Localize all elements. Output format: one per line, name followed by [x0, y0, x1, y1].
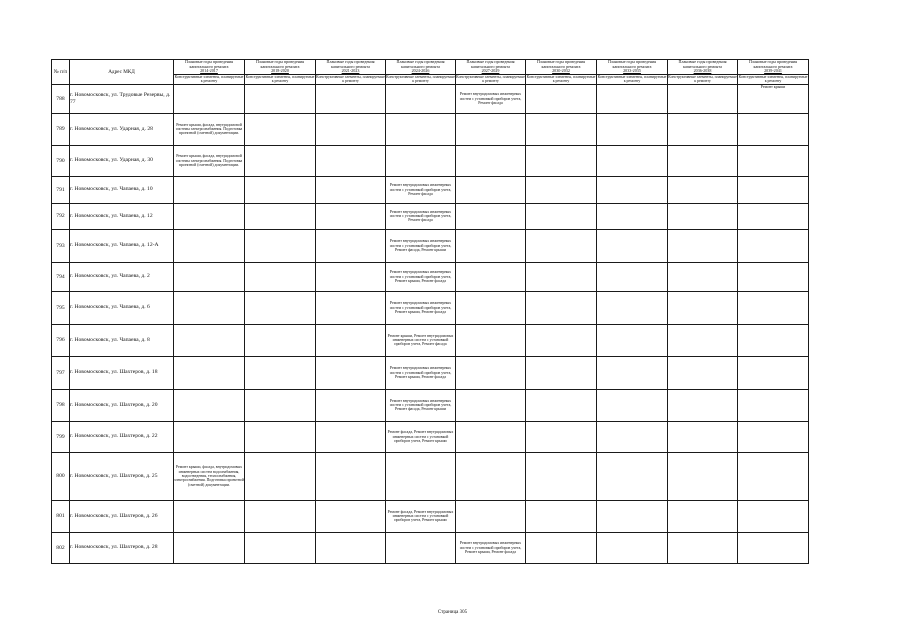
- planned-works-cell: [456, 203, 526, 229]
- row-number: 788: [52, 84, 70, 113]
- row-address: г. Новомосковск, ул. Чапаева, д. 2: [70, 262, 174, 291]
- planned-works-cell: [668, 229, 738, 262]
- row-address: г. Новомосковск, ул. Шахтеров, д. 28: [70, 532, 174, 563]
- planned-works-cell: [668, 356, 738, 389]
- header-period-years: 2024-2026: [411, 68, 430, 74]
- planned-works-cell: [174, 84, 245, 113]
- planned-works-cell: [597, 145, 668, 176]
- planned-works-cell: [316, 176, 386, 203]
- planned-works-cell: [668, 145, 738, 176]
- planned-works-cell: [668, 421, 738, 452]
- planned-works-cell: [245, 145, 316, 176]
- header-period-years: 2014-2017: [200, 68, 218, 74]
- row-address: г. Новомосковск, ул. Чапаева, д. 8: [70, 324, 174, 356]
- planned-works-cell: [316, 356, 386, 389]
- planned-works-cell: [316, 84, 386, 113]
- table-row: [52, 452, 809, 500]
- header-period-years: 2021-2023: [341, 68, 360, 74]
- planned-works-cell: [245, 389, 316, 421]
- table-row: [52, 176, 809, 203]
- planned-works-cell: [316, 145, 386, 176]
- header-subheader: Конструктивные элементы, планируемые к ремонту: [668, 74, 737, 84]
- planned-works-cell: [526, 113, 597, 145]
- planned-works-cell: [456, 324, 526, 356]
- planned-works-cell: [668, 84, 738, 113]
- planned-works-cell: [668, 262, 738, 291]
- planned-works-cell: [526, 229, 597, 262]
- planned-works-cell: Ремонт внутридомовых инженерных систем с установкой приборов учета, Ремонт крыши, Ремонт фасада: [456, 532, 526, 563]
- planned-works-cell: [245, 291, 316, 324]
- planned-works-cell: [668, 532, 738, 563]
- planned-works-cell: [456, 421, 526, 452]
- planned-works-cell: [597, 532, 668, 563]
- row-number: 798: [52, 389, 70, 421]
- header-period-label: Плановые годы проведения капитального ремонта: [466, 59, 515, 69]
- planned-works-cell: [316, 500, 386, 532]
- table-row: [52, 291, 809, 324]
- header-period-label: Плановые годы проведения капитального ремонта: [326, 59, 375, 69]
- planned-works-cell: [456, 229, 526, 262]
- planned-works-cell: [738, 356, 809, 389]
- planned-works-cell: [597, 291, 668, 324]
- planned-works-cell: [245, 356, 316, 389]
- planned-works-cell: [526, 176, 597, 203]
- header-subheader: Конструктивные элементы, планируемые к ремонту: [456, 74, 525, 84]
- planned-works-cell: [245, 203, 316, 229]
- planned-works-cell: [597, 176, 668, 203]
- table-row: [52, 113, 809, 145]
- planned-works-cell: [668, 324, 738, 356]
- planned-works-cell: [526, 262, 597, 291]
- header-period-label: Плановые годы проведения капитального ремонта: [748, 59, 798, 69]
- planned-works-cell: [316, 389, 386, 421]
- row-number: 802: [52, 532, 70, 563]
- planned-works-cell: [526, 532, 597, 563]
- planned-works-cell: [738, 421, 809, 452]
- row-address: г. Новомосковск, ул. Шахтеров, д. 26: [70, 500, 174, 532]
- planned-works-cell: [597, 262, 668, 291]
- header-period-label: Плановые годы проведения капитального ремонта: [536, 59, 586, 69]
- planned-works-cell: [597, 229, 668, 262]
- planned-works-cell: [456, 113, 526, 145]
- planned-works-cell: Ремонт внутридомовых инженерных систем с установкой приборов учета, Ремонт фасада, Ремонт крыши: [386, 389, 456, 421]
- header-period-years: 2036-2038: [693, 68, 712, 74]
- header-period-years: 2027-2029: [481, 68, 500, 74]
- header-subheader: Конструктивные элементы, планируемые к ремонту: [386, 74, 455, 84]
- header-period-label: Плановые годы проведения капитального ремонта: [607, 59, 657, 69]
- table-row: [52, 421, 809, 452]
- planned-works-cell: [738, 145, 809, 176]
- table-row: [52, 500, 809, 532]
- header-period-label: Плановые годы проведения капитального ремонта: [255, 59, 305, 69]
- planned-works-cell: [174, 389, 245, 421]
- header-subheader: Конструктивные элементы, планируемые к ремонту: [245, 74, 315, 84]
- planned-works-cell: [245, 229, 316, 262]
- planned-works-cell: Ремонт фасада, Ремонт внутридомовых инженерных систем с установкой приборов учета, Ремонт крыши: [386, 421, 456, 452]
- planned-works-cell: [386, 113, 456, 145]
- header-period-years: 2033-2035: [623, 68, 641, 74]
- planned-works-cell: [386, 532, 456, 563]
- planned-works-cell: [174, 262, 245, 291]
- row-number: 789: [52, 113, 70, 145]
- row-address: г. Новомосковск, ул. Ударная, д. 28: [70, 113, 174, 145]
- planned-works-cell: Ремонт крыши, фасада, внутридомовых инженерных систем водоснабжения, водоотведения, теплоснабжения, электроснабжения. Подготовка проектной (сметной) документации.: [174, 452, 245, 500]
- planned-works-cell: [456, 145, 526, 176]
- planned-works-cell: [738, 113, 809, 145]
- header-period-label: Плановые годы проведения капитального ремонта: [678, 59, 727, 69]
- planned-works-cell: [245, 452, 316, 500]
- planned-works-cell: [668, 291, 738, 324]
- planned-works-cell: [456, 262, 526, 291]
- header-period: [245, 60, 316, 75]
- row-number: 793: [52, 229, 70, 262]
- planned-works-cell: [174, 203, 245, 229]
- planned-works-cell: [668, 176, 738, 203]
- planned-works-cell: [738, 532, 809, 563]
- planned-works-cell: [174, 176, 245, 203]
- planned-works-cell: [526, 452, 597, 500]
- table-row: [52, 532, 809, 563]
- row-address: г. Новомосковск, ул. Шахтеров, д. 18: [70, 356, 174, 389]
- row-number: 800: [52, 452, 70, 500]
- header-address: Адрес МКД: [70, 60, 174, 85]
- planned-works-cell: [386, 145, 456, 176]
- table-row: [52, 356, 809, 389]
- planned-works-cell: [738, 203, 809, 229]
- table-row: [52, 262, 809, 291]
- planned-works-cell: Ремонт крыши, фасада, внутридомовой системы электроснабжения. Подготовка проектной (сметной) документации.: [174, 113, 245, 145]
- table-row: [52, 145, 809, 176]
- row-number: 796: [52, 324, 70, 356]
- planned-works-cell: [174, 291, 245, 324]
- header-period: [597, 60, 668, 75]
- planned-works-cell: [738, 500, 809, 532]
- planned-works-cell: [245, 532, 316, 563]
- planned-works-cell: [456, 356, 526, 389]
- header-period: [526, 60, 597, 75]
- planned-works-cell: [526, 324, 597, 356]
- planned-works-cell: [526, 389, 597, 421]
- planned-works-cell: [174, 356, 245, 389]
- planned-works-cell: [597, 356, 668, 389]
- planned-works-cell: Ремонт внутридомовых инженерных систем с установкой приборов учета, Ремонт крыши, Ремонт фасада: [386, 291, 456, 324]
- header-period: [386, 60, 456, 75]
- planned-works-cell: [597, 113, 668, 145]
- planned-works-cell: [738, 229, 809, 262]
- planned-works-cell: Ремонт внутридомовых инженерных систем с установкой приборов учета, Ремонт крыши, Ремонт фасада: [386, 262, 456, 291]
- planned-works-cell: [526, 84, 597, 113]
- planned-works-cell: [386, 84, 456, 113]
- planned-works-cell: [245, 500, 316, 532]
- planned-works-cell: [597, 84, 668, 113]
- repair-schedule-table: [51, 59, 809, 564]
- row-number: 801: [52, 500, 70, 532]
- header-period-label: Плановые годы проведения капитального ремонта: [184, 59, 234, 69]
- header-period: [738, 60, 809, 75]
- header-subheader: Конструктивные элементы, планируемые к ремонту: [174, 74, 244, 84]
- planned-works-cell: Ремонт крыши, Ремонт внутридомовых инженерных систем с установкой приборов учета, Ремонт фасада: [386, 324, 456, 356]
- planned-works-cell: [174, 229, 245, 262]
- planned-works-cell: Ремонт крыши: [738, 84, 809, 113]
- header-period: [174, 60, 245, 75]
- planned-works-cell: [526, 203, 597, 229]
- row-address: г. Новомосковск, ул. Трудовые Резервы, д. 77: [70, 84, 174, 113]
- planned-works-cell: [316, 421, 386, 452]
- row-address: г. Новомосковск, ул. Шахтеров, д. 22: [70, 421, 174, 452]
- planned-works-cell: [316, 291, 386, 324]
- planned-works-cell: [245, 113, 316, 145]
- header-period-label: Плановые годы проведения капитального ремонта: [396, 59, 445, 69]
- planned-works-cell: [526, 356, 597, 389]
- planned-works-cell: [316, 452, 386, 500]
- planned-works-cell: [597, 203, 668, 229]
- planned-works-cell: [738, 389, 809, 421]
- planned-works-cell: [456, 452, 526, 500]
- header-period: [316, 60, 386, 75]
- planned-works-cell: [245, 84, 316, 113]
- row-number: 795: [52, 291, 70, 324]
- planned-works-cell: [738, 291, 809, 324]
- row-number: 791: [52, 176, 70, 203]
- planned-works-cell: [597, 389, 668, 421]
- planned-works-cell: Ремонт внутридомовых инженерных систем с установкой приборов учета, Ремонт фасада: [456, 84, 526, 113]
- table-row: [52, 389, 809, 421]
- planned-works-cell: [668, 203, 738, 229]
- planned-works-cell: [245, 421, 316, 452]
- planned-works-cell: [316, 113, 386, 145]
- planned-works-cell: [668, 500, 738, 532]
- planned-works-cell: [526, 291, 597, 324]
- planned-works-cell: [245, 176, 316, 203]
- planned-works-cell: Ремонт внутридомовых инженерных систем с установкой приборов учета, Ремонт фасада, Ремонт крыши: [386, 229, 456, 262]
- planned-works-cell: [316, 324, 386, 356]
- planned-works-cell: [456, 389, 526, 421]
- row-number: 794: [52, 262, 70, 291]
- planned-works-cell: [316, 262, 386, 291]
- table-row: [52, 84, 809, 113]
- planned-works-cell: [526, 421, 597, 452]
- row-address: г. Новомосковск, ул. Чапаева, д. 12-А: [70, 229, 174, 262]
- planned-works-cell: [526, 145, 597, 176]
- planned-works-cell: [245, 324, 316, 356]
- planned-works-cell: [597, 500, 668, 532]
- planned-works-cell: [738, 262, 809, 291]
- row-number: 792: [52, 203, 70, 229]
- planned-works-cell: [597, 324, 668, 356]
- header-subheader: Конструктивные элементы, планируемые к ремонту: [738, 74, 808, 84]
- table-row: [52, 324, 809, 356]
- planned-works-cell: [456, 291, 526, 324]
- table-body: [52, 84, 809, 563]
- planned-works-cell: [174, 500, 245, 532]
- planned-works-cell: [316, 532, 386, 563]
- planned-works-cell: [174, 421, 245, 452]
- row-address: г. Новомосковск, ул. Шахтеров, д. 25: [70, 452, 174, 500]
- row-address: г. Новомосковск, ул. Чапаева, д. 6: [70, 291, 174, 324]
- header-period: [668, 60, 738, 75]
- header-period: [456, 60, 526, 75]
- planned-works-cell: Ремонт внутридомовых инженерных систем с установкой приборов учета, Ремонт фасада: [386, 203, 456, 229]
- header-period-years: 2039-2041: [764, 68, 782, 74]
- table-row: [52, 203, 809, 229]
- table-header: [52, 60, 809, 85]
- header-subheader: Конструктивные элементы, планируемые к ремонту: [526, 74, 596, 84]
- planned-works-cell: [668, 389, 738, 421]
- row-address: г. Новомосковск, ул. Шахтеров, д. 20: [70, 389, 174, 421]
- planned-works-cell: [668, 452, 738, 500]
- header-period-years: 2030-2032: [552, 68, 570, 74]
- planned-works-cell: Ремонт фасада, Ремонт внутридомовых инженерных систем с установкой приборов учета, Ремонт крыши: [386, 500, 456, 532]
- planned-works-cell: [174, 324, 245, 356]
- planned-works-cell: Ремонт внутридомовых инженерных систем с установкой приборов учета, Ремонт крыши, Ремонт фасада: [386, 356, 456, 389]
- row-number: 797: [52, 356, 70, 389]
- row-address: г. Новомосковск, ул. Чапаева, д. 10: [70, 176, 174, 203]
- planned-works-cell: [526, 500, 597, 532]
- table-row: [52, 229, 809, 262]
- planned-works-cell: [174, 532, 245, 563]
- planned-works-cell: [456, 176, 526, 203]
- header-period-years: 2018-2020: [271, 68, 289, 74]
- row-address: г. Новомосковск, ул. Ударная, д. 30: [70, 145, 174, 176]
- planned-works-cell: [738, 452, 809, 500]
- planned-works-cell: [316, 229, 386, 262]
- header-subheader: Конструктивные элементы, планируемые к ремонту: [597, 74, 667, 84]
- planned-works-cell: Ремонт внутридомовых инженерных систем с установкой приборов учета, Ремонт фасада: [386, 176, 456, 203]
- row-number: 799: [52, 421, 70, 452]
- planned-works-cell: [597, 452, 668, 500]
- page-number: Страница 305: [437, 610, 468, 615]
- planned-works-cell: [738, 176, 809, 203]
- planned-works-cell: [316, 203, 386, 229]
- planned-works-cell: [456, 500, 526, 532]
- header-number: № п/п: [52, 60, 70, 85]
- header-subheader: Конструктивные элементы, планируемые к ремонту: [316, 74, 385, 84]
- planned-works-cell: [738, 324, 809, 356]
- planned-works-cell: [597, 421, 668, 452]
- planned-works-cell: [668, 113, 738, 145]
- planned-works-cell: Ремонт крыши, фасада, внутридомовой системы электроснабжения. Подготовка проектной (сметной) документации.: [174, 145, 245, 176]
- row-address: г. Новомосковск, ул. Чапаева, д. 12: [70, 203, 174, 229]
- planned-works-cell: [386, 452, 456, 500]
- row-number: 790: [52, 145, 70, 176]
- planned-works-cell: [245, 262, 316, 291]
